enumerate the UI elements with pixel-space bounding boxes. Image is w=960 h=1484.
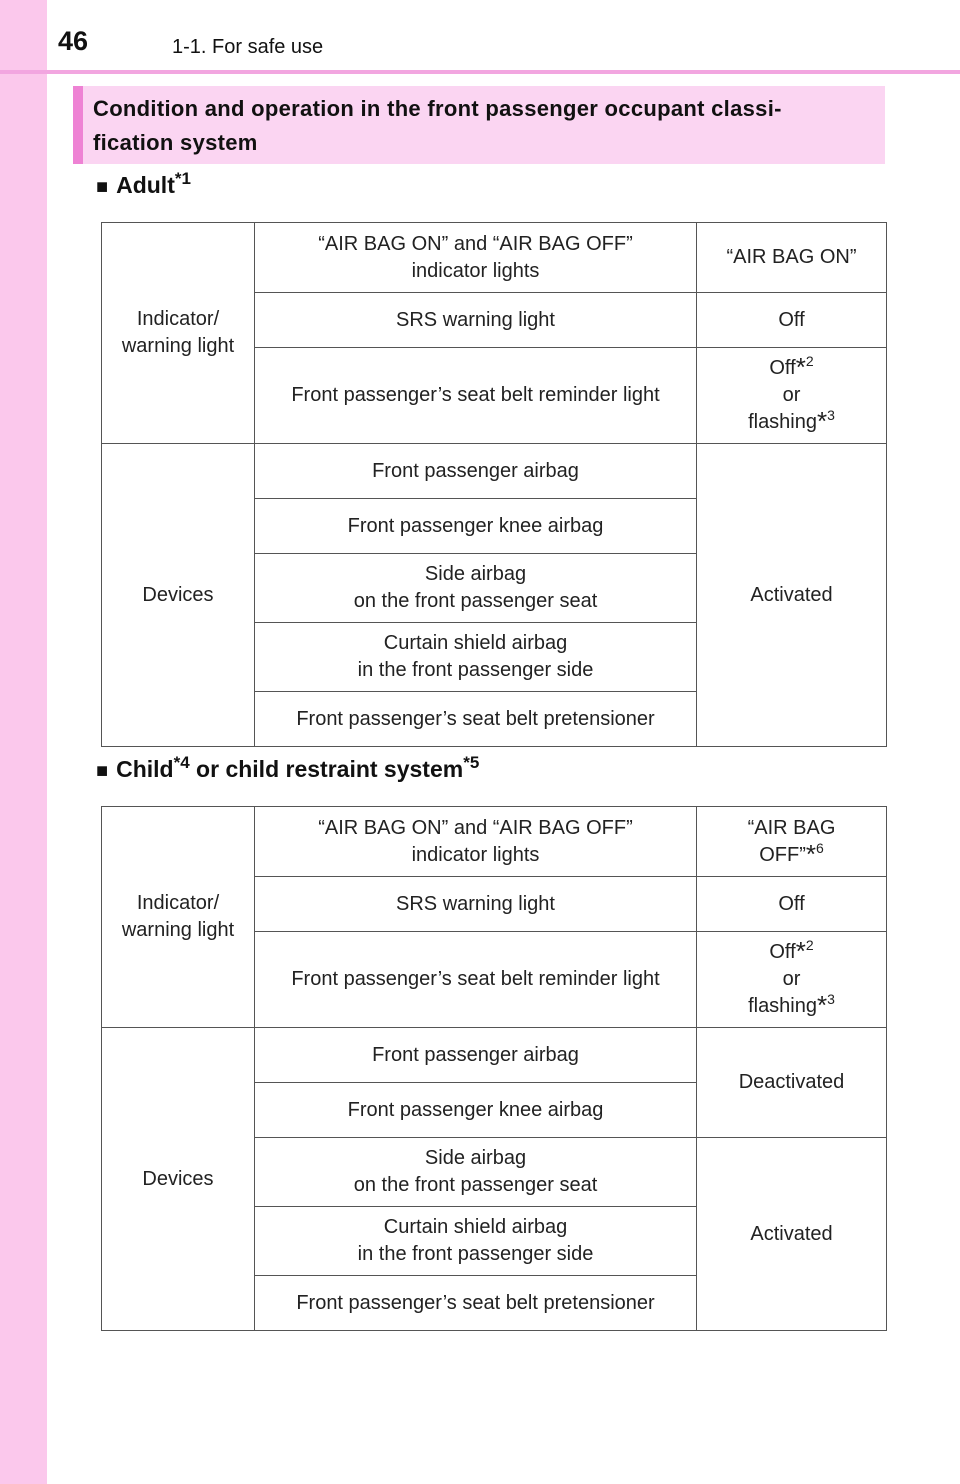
cell-text: in the front passenger side	[357, 1243, 594, 1265]
belt-reminder-value	[697, 348, 887, 444]
side-airbag-label	[255, 1138, 697, 1207]
value-text: Off	[769, 357, 796, 379]
section-title-line1: Condition and operation in the front passenger occupant classi-	[93, 96, 782, 121]
square-bullet-icon: ■	[96, 176, 109, 198]
activated-status: Activated	[697, 1138, 887, 1331]
cell-text	[703, 352, 880, 382]
footnote-ref: *1	[174, 169, 191, 188]
asterisk-icon: *	[795, 936, 806, 966]
srs-label: SRS warning light	[255, 293, 697, 348]
pretensioner-label: Front passenger’s seat belt pretensioner	[255, 1276, 697, 1331]
belt-reminder-label: Front passenger’s seat belt reminder light	[255, 932, 697, 1028]
airbag-lights-value	[697, 807, 887, 877]
footnote-ref: *4	[173, 753, 190, 772]
devices-group-cell: Devices	[102, 444, 255, 747]
cell-text	[703, 936, 880, 966]
asterisk-icon: *	[817, 990, 828, 1020]
header-rule	[0, 70, 960, 74]
cell-text: in the front passenger side	[357, 659, 594, 681]
cell-text: or	[782, 384, 801, 406]
adult-heading	[96, 169, 191, 199]
cell-text: “AIR BAG ON” and “AIR BAG OFF”	[318, 816, 633, 839]
belt-reminder-value	[697, 932, 887, 1028]
airbag-lights-label	[255, 223, 697, 293]
page-number: 46	[58, 26, 89, 56]
value-text: Off	[769, 941, 796, 963]
asterisk-icon: *	[795, 352, 806, 382]
adult-table	[101, 222, 887, 747]
cell-text	[703, 406, 880, 436]
running-head: 1-1. For safe use	[172, 36, 324, 58]
cell-text: warning light	[121, 919, 235, 941]
front-airbag-label: Front passenger airbag	[255, 1028, 697, 1083]
cell-text: Curtain shield airbag	[383, 1216, 568, 1238]
cell-text: Side airbag	[424, 1147, 527, 1169]
cell-text: indicator lights	[411, 843, 540, 866]
side-airbag-label	[255, 554, 697, 623]
cell-text: “AIR BAG ON” and “AIR BAG OFF”	[318, 232, 633, 255]
table-row	[102, 1028, 887, 1083]
asterisk-icon: *	[817, 406, 828, 436]
airbag-lights-value: “AIR BAG ON”	[697, 223, 887, 293]
curtain-airbag-label	[255, 623, 697, 692]
knee-airbag-label: Front passenger knee airbag	[255, 499, 697, 554]
footnote-ref: 2	[805, 353, 814, 369]
airbag-lights-label	[255, 807, 697, 877]
child-heading	[96, 753, 480, 783]
section-title-line2: fication system	[93, 130, 258, 155]
asterisk-icon: *	[805, 838, 816, 869]
adult-heading-text: Adult	[116, 172, 175, 198]
footnote-ref: 3	[827, 407, 835, 423]
devices-status: Activated	[697, 444, 887, 747]
child-heading-text: or child restraint system	[189, 756, 464, 782]
srs-value: Off	[697, 877, 887, 932]
cell-text: on the front passenger seat	[353, 590, 598, 612]
curtain-airbag-label	[255, 1207, 697, 1276]
indicator-group-cell	[102, 223, 255, 444]
footnote-ref: *5	[463, 753, 480, 772]
pretensioner-label: Front passenger’s seat belt pretensioner	[255, 692, 697, 747]
cell-text: on the front passenger seat	[353, 1174, 598, 1196]
cell-text	[703, 990, 880, 1020]
cell-text: indicator lights	[411, 259, 540, 282]
deactivated-status: Deactivated	[697, 1028, 887, 1138]
cell-text: warning light	[121, 335, 235, 357]
table-row	[102, 444, 887, 499]
child-table	[101, 806, 887, 1331]
front-airbag-label: Front passenger airbag	[255, 444, 697, 499]
cell-text: Indicator/	[136, 308, 220, 330]
footnote-ref: 6	[815, 839, 824, 856]
value-text: flashing	[748, 411, 817, 433]
table-row	[102, 223, 887, 293]
cell-text: or	[782, 968, 801, 990]
cell-text	[703, 838, 880, 869]
value-text: OFF”	[759, 843, 806, 866]
knee-airbag-label: Front passenger knee airbag	[255, 1083, 697, 1138]
cell-text: Indicator/	[136, 892, 220, 914]
belt-reminder-label: Front passenger’s seat belt reminder light	[255, 348, 697, 444]
child-heading-text: Child	[116, 756, 174, 782]
srs-label: SRS warning light	[255, 877, 697, 932]
section-title	[73, 86, 885, 164]
value-text: flashing	[748, 995, 817, 1017]
footnote-ref: 3	[827, 991, 835, 1007]
square-bullet-icon: ■	[96, 760, 109, 782]
page-side-band	[0, 0, 47, 1484]
srs-value: Off	[697, 293, 887, 348]
table-row	[102, 807, 887, 877]
cell-text: Side airbag	[424, 563, 527, 585]
cell-text: “AIR BAG	[747, 816, 836, 839]
indicator-group-cell	[102, 807, 255, 1028]
devices-group-cell: Devices	[102, 1028, 255, 1331]
cell-text: Curtain shield airbag	[383, 632, 568, 654]
footnote-ref: 2	[805, 937, 814, 953]
